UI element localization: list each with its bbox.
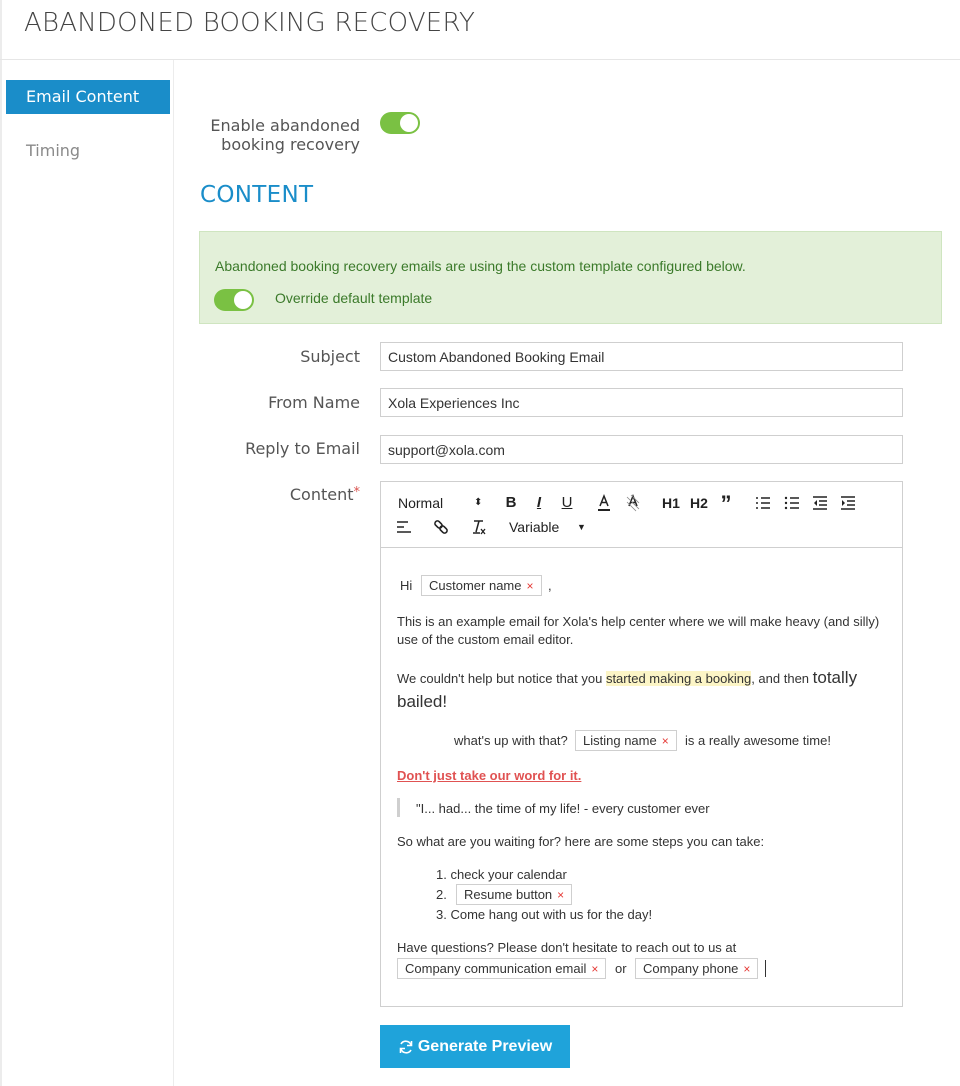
- format-select[interactable]: [398, 493, 488, 513]
- para2-line2: bailed!: [397, 692, 448, 711]
- list-item: [436, 867, 567, 882]
- override-template-toggle[interactable]: [214, 289, 254, 311]
- questions-text: Have questions? Please don't hesitate to reach out to us at: [397, 940, 737, 955]
- chip-label: Company phone: [643, 961, 739, 976]
- variable-select[interactable]: [509, 517, 599, 537]
- enable-recovery-toggle[interactable]: [380, 112, 420, 134]
- steps-intro: So what are you waiting for? here are some steps you can take:: [397, 834, 765, 849]
- chip-label: Company communication email: [405, 961, 587, 976]
- large-text: totally: [812, 668, 858, 687]
- remove-chip-icon[interactable]: ×: [743, 962, 751, 976]
- greeting-text: Hi: [400, 578, 413, 593]
- toggle-knob: [234, 291, 252, 309]
- indent-icon[interactable]: [840, 493, 856, 513]
- remove-chip-icon[interactable]: ×: [557, 888, 565, 902]
- enable-label-line2: booking recovery: [221, 135, 360, 154]
- list-text: Come hang out with us for the day!: [450, 907, 653, 922]
- text-cursor: [765, 960, 766, 977]
- greeting-comma: ,: [548, 578, 552, 593]
- refresh-icon: [398, 1039, 414, 1055]
- rich-text-editor: [380, 481, 903, 1007]
- centered-post: is a really awesome time!: [685, 733, 831, 748]
- enable-recovery-label: [200, 116, 360, 154]
- content-label-text: Content: [289, 485, 354, 504]
- centered-pre: what's up with that?: [454, 733, 568, 748]
- alert-text: Abandoned booking recovery emails are using the custom template configured below.: [215, 258, 746, 274]
- subject-label: Subject: [300, 347, 360, 366]
- content-section-title: CONTENT: [200, 182, 314, 208]
- list-item: [436, 907, 652, 922]
- text-color-icon[interactable]: [596, 493, 612, 513]
- para1-line2: use of the custom email editor.: [397, 632, 574, 647]
- background-color-icon[interactable]: [625, 493, 641, 513]
- from-name-label: From Name: [268, 393, 360, 412]
- listing-name-chip: [575, 730, 677, 751]
- generate-preview-button[interactable]: [380, 1025, 570, 1068]
- chip-label: Resume button: [464, 887, 553, 902]
- blockquote-bar: [397, 798, 400, 817]
- company-phone-chip: [635, 958, 758, 979]
- underline-button[interactable]: U: [561, 494, 573, 511]
- ordered-list-icon[interactable]: [755, 493, 771, 513]
- link-icon[interactable]: [433, 517, 449, 537]
- override-template-label: Override default template: [275, 290, 433, 306]
- sidebar-item-timing[interactable]: Timing: [26, 141, 81, 160]
- page-title: ABANDONED BOOKING RECOVERY: [24, 8, 476, 38]
- align-icon[interactable]: [396, 517, 412, 537]
- format-select-value: Normal: [398, 495, 444, 511]
- list-text: check your calendar: [450, 867, 567, 882]
- variable-select-value: Variable: [509, 519, 560, 535]
- editor-content[interactable]: [381, 548, 902, 1006]
- resume-button-chip: [456, 884, 572, 905]
- para2-mid: , and then: [751, 671, 813, 686]
- red-link-text[interactable]: Don't just take our word for it.: [397, 768, 582, 783]
- bullet-list-icon[interactable]: [784, 493, 800, 513]
- italic-button[interactable]: I: [536, 494, 542, 511]
- chip-label: Listing name: [583, 733, 657, 748]
- para2-line1: [397, 668, 857, 688]
- reply-to-input[interactable]: [380, 435, 903, 464]
- bold-button[interactable]: B: [505, 494, 517, 511]
- remove-chip-icon[interactable]: ×: [591, 962, 599, 976]
- clear-format-icon[interactable]: [471, 517, 487, 537]
- list-item-number: 2.: [436, 887, 447, 902]
- required-mark: *: [353, 485, 360, 500]
- or-text: or: [615, 961, 627, 976]
- editor-toolbar: [381, 482, 902, 548]
- content-label: [200, 485, 360, 504]
- h2-button[interactable]: H2: [690, 495, 708, 511]
- para1-line1: This is an example email for Xola's help center where we will make heavy (and silly): [397, 614, 880, 629]
- up-down-icon: ⬍: [474, 497, 483, 508]
- h1-button[interactable]: H1: [662, 495, 680, 511]
- list-number: 3.: [436, 907, 447, 922]
- reply-to-label: Reply to Email: [245, 439, 360, 458]
- generate-preview-label: Generate Preview: [417, 1037, 553, 1055]
- highlighted-text: started making a booking: [605, 671, 752, 686]
- list-number: 1.: [436, 867, 447, 882]
- blockquote-text: "I... had... the time of my life! - every customer ever: [416, 801, 710, 816]
- from-name-input[interactable]: [380, 388, 903, 417]
- enable-label-line1: Enable abandoned: [210, 116, 360, 135]
- sidebar-item-email-content[interactable]: Email Content: [6, 80, 170, 114]
- para2-pre: We couldn't help but notice that you: [397, 671, 606, 686]
- outdent-icon[interactable]: [812, 493, 828, 513]
- toggle-knob: [400, 114, 418, 132]
- template-alert: [199, 231, 942, 324]
- remove-chip-icon[interactable]: ×: [661, 734, 669, 748]
- company-email-chip: [397, 958, 606, 979]
- customer-name-chip: [421, 575, 542, 596]
- blockquote-button[interactable]: [718, 491, 734, 516]
- page-header: [0, 0, 960, 60]
- subject-input[interactable]: [380, 342, 903, 371]
- sidebar: [2, 60, 174, 1086]
- remove-chip-icon[interactable]: ×: [526, 579, 534, 593]
- caret-down-icon: ▼: [577, 522, 586, 532]
- quote-icon: ”: [720, 491, 732, 516]
- chip-label: Customer name: [429, 578, 522, 593]
